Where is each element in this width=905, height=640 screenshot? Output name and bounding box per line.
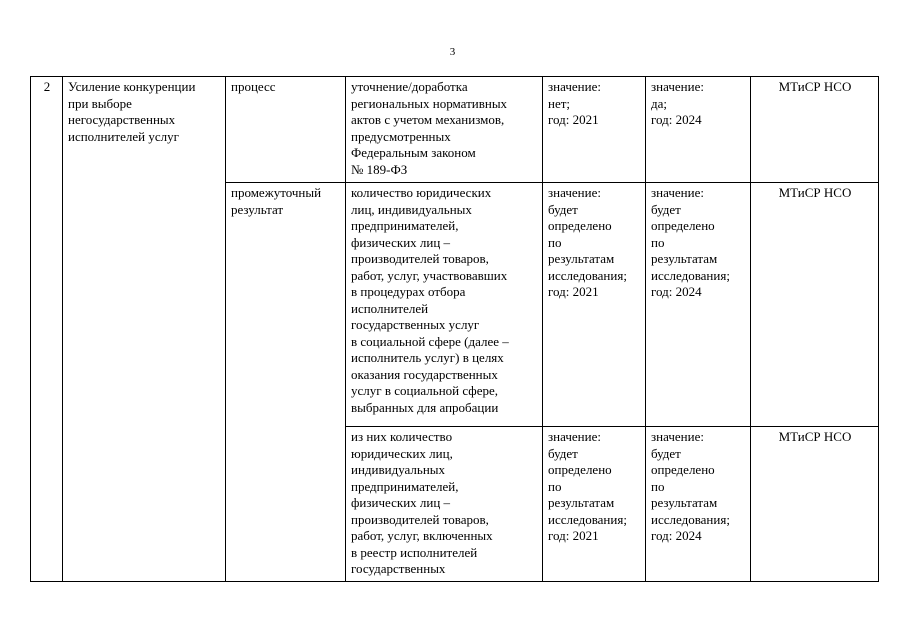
base-value-cell: значение: нет; год: 2021: [543, 77, 646, 183]
target-value-cell: значение: будет определено по результатам исследования; год: 2024: [646, 427, 751, 582]
target-value-cell: значение: да; год: 2024: [646, 77, 751, 183]
indicator-text: из них количество юридических лиц, индивидуальных предпринимателей, физических лиц – производителей товаров, работ, услуг, включенных в реестр исполнителей государственных: [351, 429, 493, 576]
indicator-cell: [346, 427, 543, 582]
indicator-cell: уточнение/доработка региональных нормативных актов с учетом механизмов, предусмотренных Федеральным законом № 189-ФЗ: [346, 77, 543, 183]
page-number: 3: [449, 46, 456, 58]
task-cell: Усиление конкуренции при выборе негосударственных исполнителей услуг: [63, 77, 226, 582]
table-row: [31, 77, 879, 183]
base-value-cell: значение: будет определено по результатам исследования; год: 2021: [543, 427, 646, 582]
target-value-cell: значение: будет определено по результатам исследования; год: 2024: [646, 183, 751, 427]
indicator-cell: количество юридических лиц, индивидуальных предпринимателей, физических лиц – производителей товаров, работ, услуг, участвовавших в процедурах отбора исполнителей государственных услуг в социальной сфере (далее – исполнитель услуг) в целях оказания государственных услуг в социальной сфере, выбранных для апробации: [346, 183, 543, 427]
row-number-cell: 2: [31, 77, 63, 582]
indicator-type-cell: процесс: [226, 77, 346, 183]
indicator-type-cell: промежуточный результат: [226, 183, 346, 582]
responsible-cell: МТиСР НСО: [751, 77, 879, 183]
responsible-cell: МТиСР НСО: [751, 427, 879, 582]
base-value-cell: значение: будет определено по результатам исследования; год: 2021: [543, 183, 646, 427]
indicators-table: [30, 76, 879, 582]
responsible-cell: МТиСР НСО: [751, 183, 879, 427]
